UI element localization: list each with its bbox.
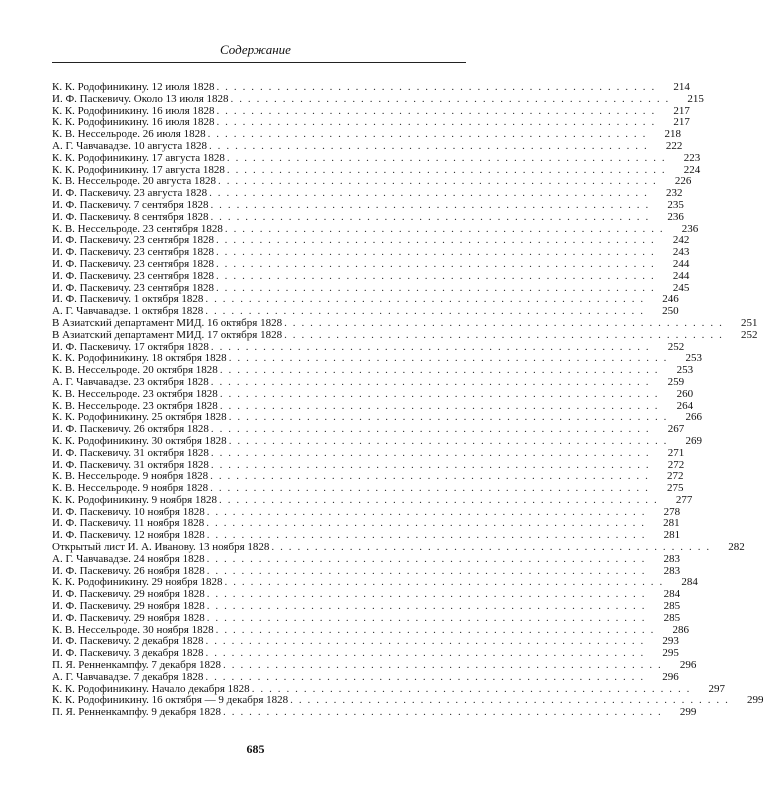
toc-entry-title: И. Ф. Паскевичу. 23 сентября 1828: [52, 269, 214, 282]
toc-entry: [52, 611, 681, 625]
toc-entry-title: А. Г. Чавчавадзе. 7 декабря 1828: [52, 670, 204, 683]
toc-entry-page: 252: [667, 340, 685, 353]
toc-entry-title: П. Я. Ренненкампфу. 7 декабря 1828: [52, 659, 222, 672]
dot-leader: . . . . . . . . . . . . . . . . . . . . . . . . . . . . . . . . . . . . . . . . . . . . . . . . . . .: [215, 281, 656, 294]
toc-entry: [52, 316, 758, 330]
toc-entry-page: 269: [685, 434, 703, 447]
dot-leader: . . . . . . . . . . . . . . . . . . . . . . . . . . . . . . . . . . . . . . . . . . . . . . . . . . .: [230, 92, 670, 105]
toc-entry-page: 236: [681, 222, 699, 235]
toc-entry-page: 251: [740, 316, 758, 329]
toc-entry-title: К. В. Нессельроде. 23 октября 1828: [52, 399, 218, 412]
dot-leader: . . . . . . . . . . . . . . . . . . . . . . . . . . . . . . . . . . . . . . . . . . . . . . . . . . .: [216, 104, 656, 117]
dot-leader: . . . . . . . . . . . . . . . . . . . . . . . . . . . . . . . . . . . . . . . . . . . . . . . . . . .: [223, 659, 663, 672]
dot-leader: . . . . . . . . . . . . . . . . . . . . . . . . . . . . . . . . . . . . . . . . . . . . . . . . . . .: [206, 600, 647, 613]
toc-entry-page: 282: [728, 541, 745, 554]
toc-entry: [52, 706, 697, 719]
toc-entry: [52, 92, 704, 106]
toc-entry: [52, 151, 701, 165]
toc-entry-title: И. Ф. Паскевичу. 26 ноября 1828: [52, 564, 205, 577]
toc-entry-title: А. Г. Чавчавадзе. 23 октября 1828: [52, 375, 209, 388]
toc-entry-title: А. Г. Чавчавадзе. 1 октября 1828: [52, 305, 204, 318]
dot-leader: . . . . . . . . . . . . . . . . . . . . . . . . . . . . . . . . . . . . . . . . . . . . . . . . . . .: [216, 116, 656, 129]
dot-leader: . . . . . . . . . . . . . . . . . . . . . . . . . . . . . . . . . . . . . . . . . . . . . . . . . . .: [205, 293, 645, 306]
toc-entry: [52, 434, 703, 448]
dot-leader: . . . . . . . . . . . . . . . . . . . . . . . . . . . . . . . . . . . . . . . . . . . . . . . . . . .: [210, 210, 650, 223]
dot-leader: . . . . . . . . . . . . . . . . . . . . . . . . . . . . . . . . . . . . . . . . . . . . . . . . . . .: [205, 635, 645, 648]
toc-entry-page: 245: [672, 281, 690, 294]
page-number: 685: [246, 742, 265, 756]
toc-entry-title: И. Ф. Паскевичу. 29 ноября 1828: [52, 588, 205, 601]
toc-entry-title: В Азиатский департамент МИД. 16 октября 1828: [52, 316, 283, 329]
toc-entry: [52, 139, 683, 153]
toc-entry-page: 222: [665, 139, 683, 152]
dot-leader: . . . . . . . . . . . . . . . . . . . . . . . . . . . . . . . . . . . . . . . . . . . . . . . . . . .: [219, 387, 660, 400]
toc-entry-page: 286: [672, 623, 689, 636]
dot-leader: . . . . . . . . . . . . . . . . . . . . . . . . . . . . . . . . . . . . . . . . . . . . . . . . . . .: [206, 564, 647, 577]
toc-entry: [52, 210, 684, 224]
toc-entry: [52, 257, 690, 271]
dot-leader: . . . . . . . . . . . . . . . . . . . . . . . . . . . . . . . . . . . . . . . . . . . . . . . . . . .: [223, 706, 663, 719]
toc-entry-page: 272: [667, 458, 685, 471]
toc-entry-title: И. Ф. Паскевичу. 8 сентября 1828: [52, 210, 209, 223]
dot-leader: . . . . . . . . . . . . . . . . . . . . . . . . . . . . . . . . . . . . . . . . . . . . . . . . . . .: [215, 623, 655, 636]
toc-entry-page: 217: [673, 104, 690, 117]
toc-entry-title: П. Я. Ренненкампфу. 9 декабря 1828: [52, 706, 222, 719]
toc-entry-title: К. В. Нессельроде. 20 октября 1828: [52, 364, 218, 377]
toc-entry-page: 250: [662, 305, 679, 318]
toc-entry: [52, 269, 690, 283]
toc-entry-page: 235: [667, 198, 684, 211]
toc-entry-page: 244: [672, 257, 690, 270]
dot-leader: . . . . . . . . . . . . . . . . . . . . . . . . . . . . . . . . . . . . . . . . . . . . . . . . . . .: [215, 246, 656, 259]
dot-leader: . . . . . . . . . . . . . . . . . . . . . . . . . . . . . . . . . . . . . . . . . . . . . . . . . . .: [205, 305, 645, 318]
toc-entry-page: 281: [663, 517, 680, 530]
toc-entry-page: 299: [746, 694, 763, 707]
toc-entry-title: К. В. Нессельроде. 9 ноября 1828: [52, 482, 209, 495]
running-header: Содержание: [220, 42, 291, 57]
toc-entry-page: 278: [663, 505, 681, 518]
toc-entry-title: А. Г. Чавчавадзе. 24 ноября 1828: [52, 552, 205, 565]
toc-entry-page: 264: [676, 399, 694, 412]
toc-entry-title: Открытый лист И. А. Иванову. 13 ноября 1828: [52, 541, 270, 554]
toc-entry-page: 243: [672, 246, 690, 259]
toc-entry-title: К. К. Родофиникину. 17 августа 1828: [52, 151, 225, 164]
dot-leader: . . . . . . . . . . . . . . . . . . . . . . . . . . . . . . . . . . . . . . . . . . . . . . . . . . .: [210, 198, 650, 211]
dot-leader: . . . . . . . . . . . . . . . . . . . . . . . . . . . . . . . . . . . . . . . . . . . . . . . . . . .: [284, 316, 724, 329]
toc-entry-title: К. К. Родофиникину. 17 августа 1828: [52, 163, 225, 176]
toc-entry-title: К. К. Родофиникину. 25 октября 1828: [52, 411, 227, 424]
dot-leader: . . . . . . . . . . . . . . . . . . . . . . . . . . . . . . . . . . . . . . . . . . . . . . . . . . .: [284, 328, 724, 341]
dot-leader: . . . . . . . . . . . . . . . . . . . . . . . . . . . . . . . . . . . . . . . . . . . . . . . . . . .: [218, 175, 658, 188]
toc-entry: [52, 552, 680, 566]
toc-entry-page: 281: [663, 529, 681, 542]
toc-entry-title: И. Ф. Паскевичу. 17 октября 1828: [52, 340, 209, 353]
toc-entry-title: К. К. Родофиникину. 29 ноября 1828: [52, 576, 223, 589]
toc-entry-page: 271: [667, 446, 685, 459]
dot-leader: . . . . . . . . . . . . . . . . . . . . . . . . . . . . . . . . . . . . . . . . . . . . . . . . . . .: [228, 411, 669, 424]
dot-leader: . . . . . . . . . . . . . . . . . . . . . . . . . . . . . . . . . . . . . . . . . . . . . . . . . . .: [290, 694, 730, 707]
dot-leader: . . . . . . . . . . . . . . . . . . . . . . . . . . . . . . . . . . . . . . . . . . . . . . . . . . .: [210, 470, 650, 483]
toc-entry-page: 285: [663, 600, 681, 613]
dot-leader: . . . . . . . . . . . . . . . . . . . . . . . . . . . . . . . . . . . . . . . . . . . . . . . . . . .: [216, 81, 656, 93]
toc-entry: [52, 387, 694, 401]
toc-entry-title: И. Ф. Паскевичу. 31 октября 1828: [52, 446, 209, 459]
dot-leader: . . . . . . . . . . . . . . . . . . . . . . . . . . . . . . . . . . . . . . . . . . . . . . . . . . .: [206, 611, 647, 624]
toc-entry-title: И. Ф. Паскевичу. 23 августа 1828: [52, 187, 208, 200]
toc-entry-title: И. Ф. Паскевичу. 11 ноября 1828: [52, 517, 205, 530]
toc-entry-page: 253: [685, 352, 703, 365]
toc-entry-title: К. К. Родофиникину. 16 июля 1828: [52, 104, 215, 117]
toc-entry-page: 246: [662, 293, 679, 306]
toc-entry: [52, 375, 685, 389]
dot-leader: . . . . . . . . . . . . . . . . . . . . . . . . . . . . . . . . . . . . . . . . . . . . . . . . . . .: [210, 423, 651, 436]
toc-entry-title: К. К. Родофиникину. 16 июля 1828: [52, 116, 215, 129]
dot-leader: . . . . . . . . . . . . . . . . . . . . . . . . . . . . . . . . . . . . . . . . . . . . . . . . . . .: [205, 670, 645, 683]
dot-leader: . . . . . . . . . . . . . . . . . . . . . . . . . . . . . . . . . . . . . . . . . . . . . . . . . . .: [206, 529, 647, 542]
toc-entry-page: 259: [667, 375, 685, 388]
dot-leader: . . . . . . . . . . . . . . . . . . . . . . . . . . . . . . . . . . . . . . . . . . . . . . . . . . .: [224, 576, 664, 589]
toc-entry-title: К. К. Родофиникину. Начало декабря 1828: [52, 682, 250, 695]
toc-entry-title: К. К. Родофиникину. 30 октября 1828: [52, 434, 227, 447]
dot-leader: . . . . . . . . . . . . . . . . . . . . . . . . . . . . . . . . . . . . . . . . . . . . . . . . . . .: [210, 375, 651, 388]
toc-entry-title: К. В. Нессельроде. 26 июля 1828: [52, 128, 206, 141]
toc-entry-page: 214: [673, 81, 690, 93]
dot-leader: . . . . . . . . . . . . . . . . . . . . . . . . . . . . . . . . . . . . . . . . . . . . . . . . . . .: [207, 128, 647, 141]
toc-entry-page: 296: [662, 670, 679, 683]
toc-entry-title: В Азиатский департамент МИД. 17 октября 1828: [52, 328, 283, 341]
dot-leader: . . . . . . . . . . . . . . . . . . . . . . . . . . . . . . . . . . . . . . . . . . . . . . . . . . .: [228, 434, 669, 447]
toc-entry-title: И. Ф. Паскевичу. 29 ноября 1828: [52, 611, 205, 624]
toc-entry-page: 217: [673, 116, 690, 129]
toc-entry-title: К. В. Нессельроде. 20 августа 1828: [52, 175, 217, 188]
dot-leader: . . . . . . . . . . . . . . . . . . . . . . . . . . . . . . . . . . . . . . . . . . . . . . . . . . .: [219, 399, 660, 412]
table-of-contents: [52, 81, 763, 719]
toc-entry-page: 296: [679, 659, 697, 672]
dot-leader: . . . . . . . . . . . . . . . . . . . . . . . . . . . . . . . . . . . . . . . . . . . . . . . . . . .: [215, 269, 656, 282]
toc-entry-title: К. В. Нессельроде. 30 ноября 1828: [52, 623, 214, 636]
toc-entry-title: К. К. Родофиникину. 9 ноября 1828: [52, 493, 217, 506]
dot-leader: . . . . . . . . . . . . . . . . . . . . . . . . . . . . . . . . . . . . . . . . . . . . . . . . . . .: [271, 541, 711, 554]
dot-leader: . . . . . . . . . . . . . . . . . . . . . . . . . . . . . . . . . . . . . . . . . . . . . . . . . . .: [210, 340, 651, 353]
toc-entry-page: 284: [663, 588, 681, 601]
dot-leader: . . . . . . . . . . . . . . . . . . . . . . . . . . . . . . . . . . . . . . . . . . . . . . . . . . .: [205, 647, 645, 660]
dot-leader: . . . . . . . . . . . . . . . . . . . . . . . . . . . . . . . . . . . . . . . . . . . . . . . . . . .: [226, 151, 667, 164]
toc-entry-page: 272: [666, 470, 684, 483]
dot-leader: . . . . . . . . . . . . . . . . . . . . . . . . . . . . . . . . . . . . . . . . . . . . . . . . . . .: [208, 139, 649, 152]
dot-leader: . . . . . . . . . . . . . . . . . . . . . . . . . . . . . . . . . . . . . . . . . . . . . . . . . . .: [215, 257, 656, 270]
dot-leader: . . . . . . . . . . . . . . . . . . . . . . . . . . . . . . . . . . . . . . . . . . . . . . . . . . .: [215, 234, 656, 247]
toc-entry-page: 252: [740, 328, 758, 341]
toc-entry-title: И. Ф. Паскевичу. 1 октября 1828: [52, 293, 204, 306]
toc-entry-page: 236: [667, 210, 684, 223]
dot-leader: . . . . . . . . . . . . . . . . . . . . . . . . . . . . . . . . . . . . . . . . . . . . . . . . . . .: [206, 552, 646, 565]
toc-entry-page: 283: [663, 564, 681, 577]
toc-entry-page: 218: [664, 128, 681, 141]
toc-entry-page: 285: [663, 611, 681, 624]
toc-entry-title: И. Ф. Паскевичу. 10 ноября 1828: [52, 505, 205, 518]
dot-leader: . . . . . . . . . . . . . . . . . . . . . . . . . . . . . . . . . . . . . . . . . . . . . . . . . . .: [209, 187, 649, 200]
toc-entry-page: 226: [674, 175, 692, 188]
toc-entry-page: 253: [676, 364, 694, 377]
dot-leader: . . . . . . . . . . . . . . . . . . . . . . . . . . . . . . . . . . . . . . . . . . . . . . . . . . .: [210, 482, 650, 495]
toc-entry-page: 244: [672, 269, 690, 282]
toc-entry-title: К. В. Нессельроде. 9 ноября 1828: [52, 470, 209, 483]
dot-leader: . . . . . . . . . . . . . . . . . . . . . . . . . . . . . . . . . . . . . . . . . . . . . . . . . . .: [251, 682, 692, 695]
toc-entry-page: 284: [681, 576, 698, 589]
toc-entry-page: 295: [662, 647, 679, 660]
dot-leader: . . . . . . . . . . . . . . . . . . . . . . . . . . . . . . . . . . . . . . . . . . . . . . . . . . .: [226, 163, 667, 176]
toc-entry-title: К. К. Родофиникину. 12 июля 1828: [52, 81, 215, 93]
toc-entry-page: 260: [676, 387, 694, 400]
toc-entry-page: 299: [679, 706, 697, 719]
dot-leader: . . . . . . . . . . . . . . . . . . . . . . . . . . . . . . . . . . . . . . . . . . . . . . . . . . .: [224, 222, 665, 235]
toc-entry-title: И. Ф. Паскевичу. 23 сентября 1828: [52, 234, 214, 247]
toc-entry-title: И. Ф. Паскевичу. 23 сентября 1828: [52, 246, 214, 259]
toc-entry-title: И. Ф. Паскевичу. 3 декабря 1828: [52, 647, 204, 660]
toc-entry-page: 275: [666, 482, 684, 495]
toc-entry-title: И. Ф. Паскевичу. 7 сентября 1828: [52, 198, 209, 211]
dot-leader: . . . . . . . . . . . . . . . . . . . . . . . . . . . . . . . . . . . . . . . . . . . . . . . . . . .: [219, 364, 660, 377]
toc-entry-page: 224: [683, 163, 701, 176]
toc-entry-page: 277: [675, 493, 693, 506]
toc-entry-page: 266: [685, 411, 703, 424]
toc-entry: [52, 198, 684, 212]
toc-entry-page: 215: [687, 92, 704, 105]
toc-entry-title: И. Ф. Паскевичу. 12 ноября 1828: [52, 529, 205, 542]
toc-entry-page: 232: [665, 187, 683, 200]
toc-entry-page: 283: [663, 552, 680, 565]
toc-entry-page: 267: [667, 423, 685, 436]
toc-entry-title: И. Ф. Паскевичу. 29 ноября 1828: [52, 600, 205, 613]
toc-entry-title: К. К. Родофиникину. 18 октября 1828: [52, 352, 227, 365]
toc-entry-title: И. Ф. Паскевичу. 31 октября 1828: [52, 458, 209, 471]
toc-entry-title: А. Г. Чавчавадзе. 10 августа 1828: [52, 139, 207, 152]
dot-leader: . . . . . . . . . . . . . . . . . . . . . . . . . . . . . . . . . . . . . . . . . . . . . . . . . . .: [206, 517, 646, 530]
toc-entry: [52, 446, 685, 460]
toc-entry-title: И. Ф. Паскевичу. Около 13 июля 1828: [52, 92, 229, 105]
toc-entry-title: И. Ф. Паскевичу. 26 октября 1828: [52, 423, 209, 436]
header-rule: [52, 62, 466, 63]
toc-entry-title: К. К. Родофиникину. 16 октября — 9 декабря 1828: [52, 694, 289, 707]
dot-leader: . . . . . . . . . . . . . . . . . . . . . . . . . . . . . . . . . . . . . . . . . . . . . . . . . . .: [210, 458, 651, 471]
toc-entry: [52, 493, 693, 507]
dot-leader: . . . . . . . . . . . . . . . . . . . . . . . . . . . . . . . . . . . . . . . . . . . . . . . . . . .: [210, 446, 651, 459]
toc-entry-title: К. В. Нессельроде. 23 октября 1828: [52, 387, 218, 400]
toc-entry-title: К. В. Нессельроде. 23 сентября 1828: [52, 222, 223, 235]
toc-entry-title: И. Ф. Паскевичу. 2 декабря 1828: [52, 635, 204, 648]
toc-entry-page: 223: [683, 151, 701, 164]
toc-entry-page: 293: [662, 635, 679, 648]
toc-entry: [52, 328, 758, 342]
toc-entry-page: 242: [672, 234, 690, 247]
dot-leader: . . . . . . . . . . . . . . . . . . . . . . . . . . . . . . . . . . . . . . . . . . . . . . . . . . .: [206, 505, 647, 518]
toc-entry: [52, 670, 679, 684]
toc-entry-title: И. Ф. Паскевичу. 23 сентября 1828: [52, 281, 214, 294]
dot-leader: . . . . . . . . . . . . . . . . . . . . . . . . . . . . . . . . . . . . . . . . . . . . . . . . . . .: [228, 352, 669, 365]
toc-entry-title: И. Ф. Паскевичу. 23 сентября 1828: [52, 257, 214, 270]
toc-entry-page: 297: [708, 682, 726, 695]
dot-leader: . . . . . . . . . . . . . . . . . . . . . . . . . . . . . . . . . . . . . . . . . . . . . . . . . . .: [219, 493, 659, 506]
dot-leader: . . . . . . . . . . . . . . . . . . . . . . . . . . . . . . . . . . . . . . . . . . . . . . . . . . .: [206, 588, 647, 601]
